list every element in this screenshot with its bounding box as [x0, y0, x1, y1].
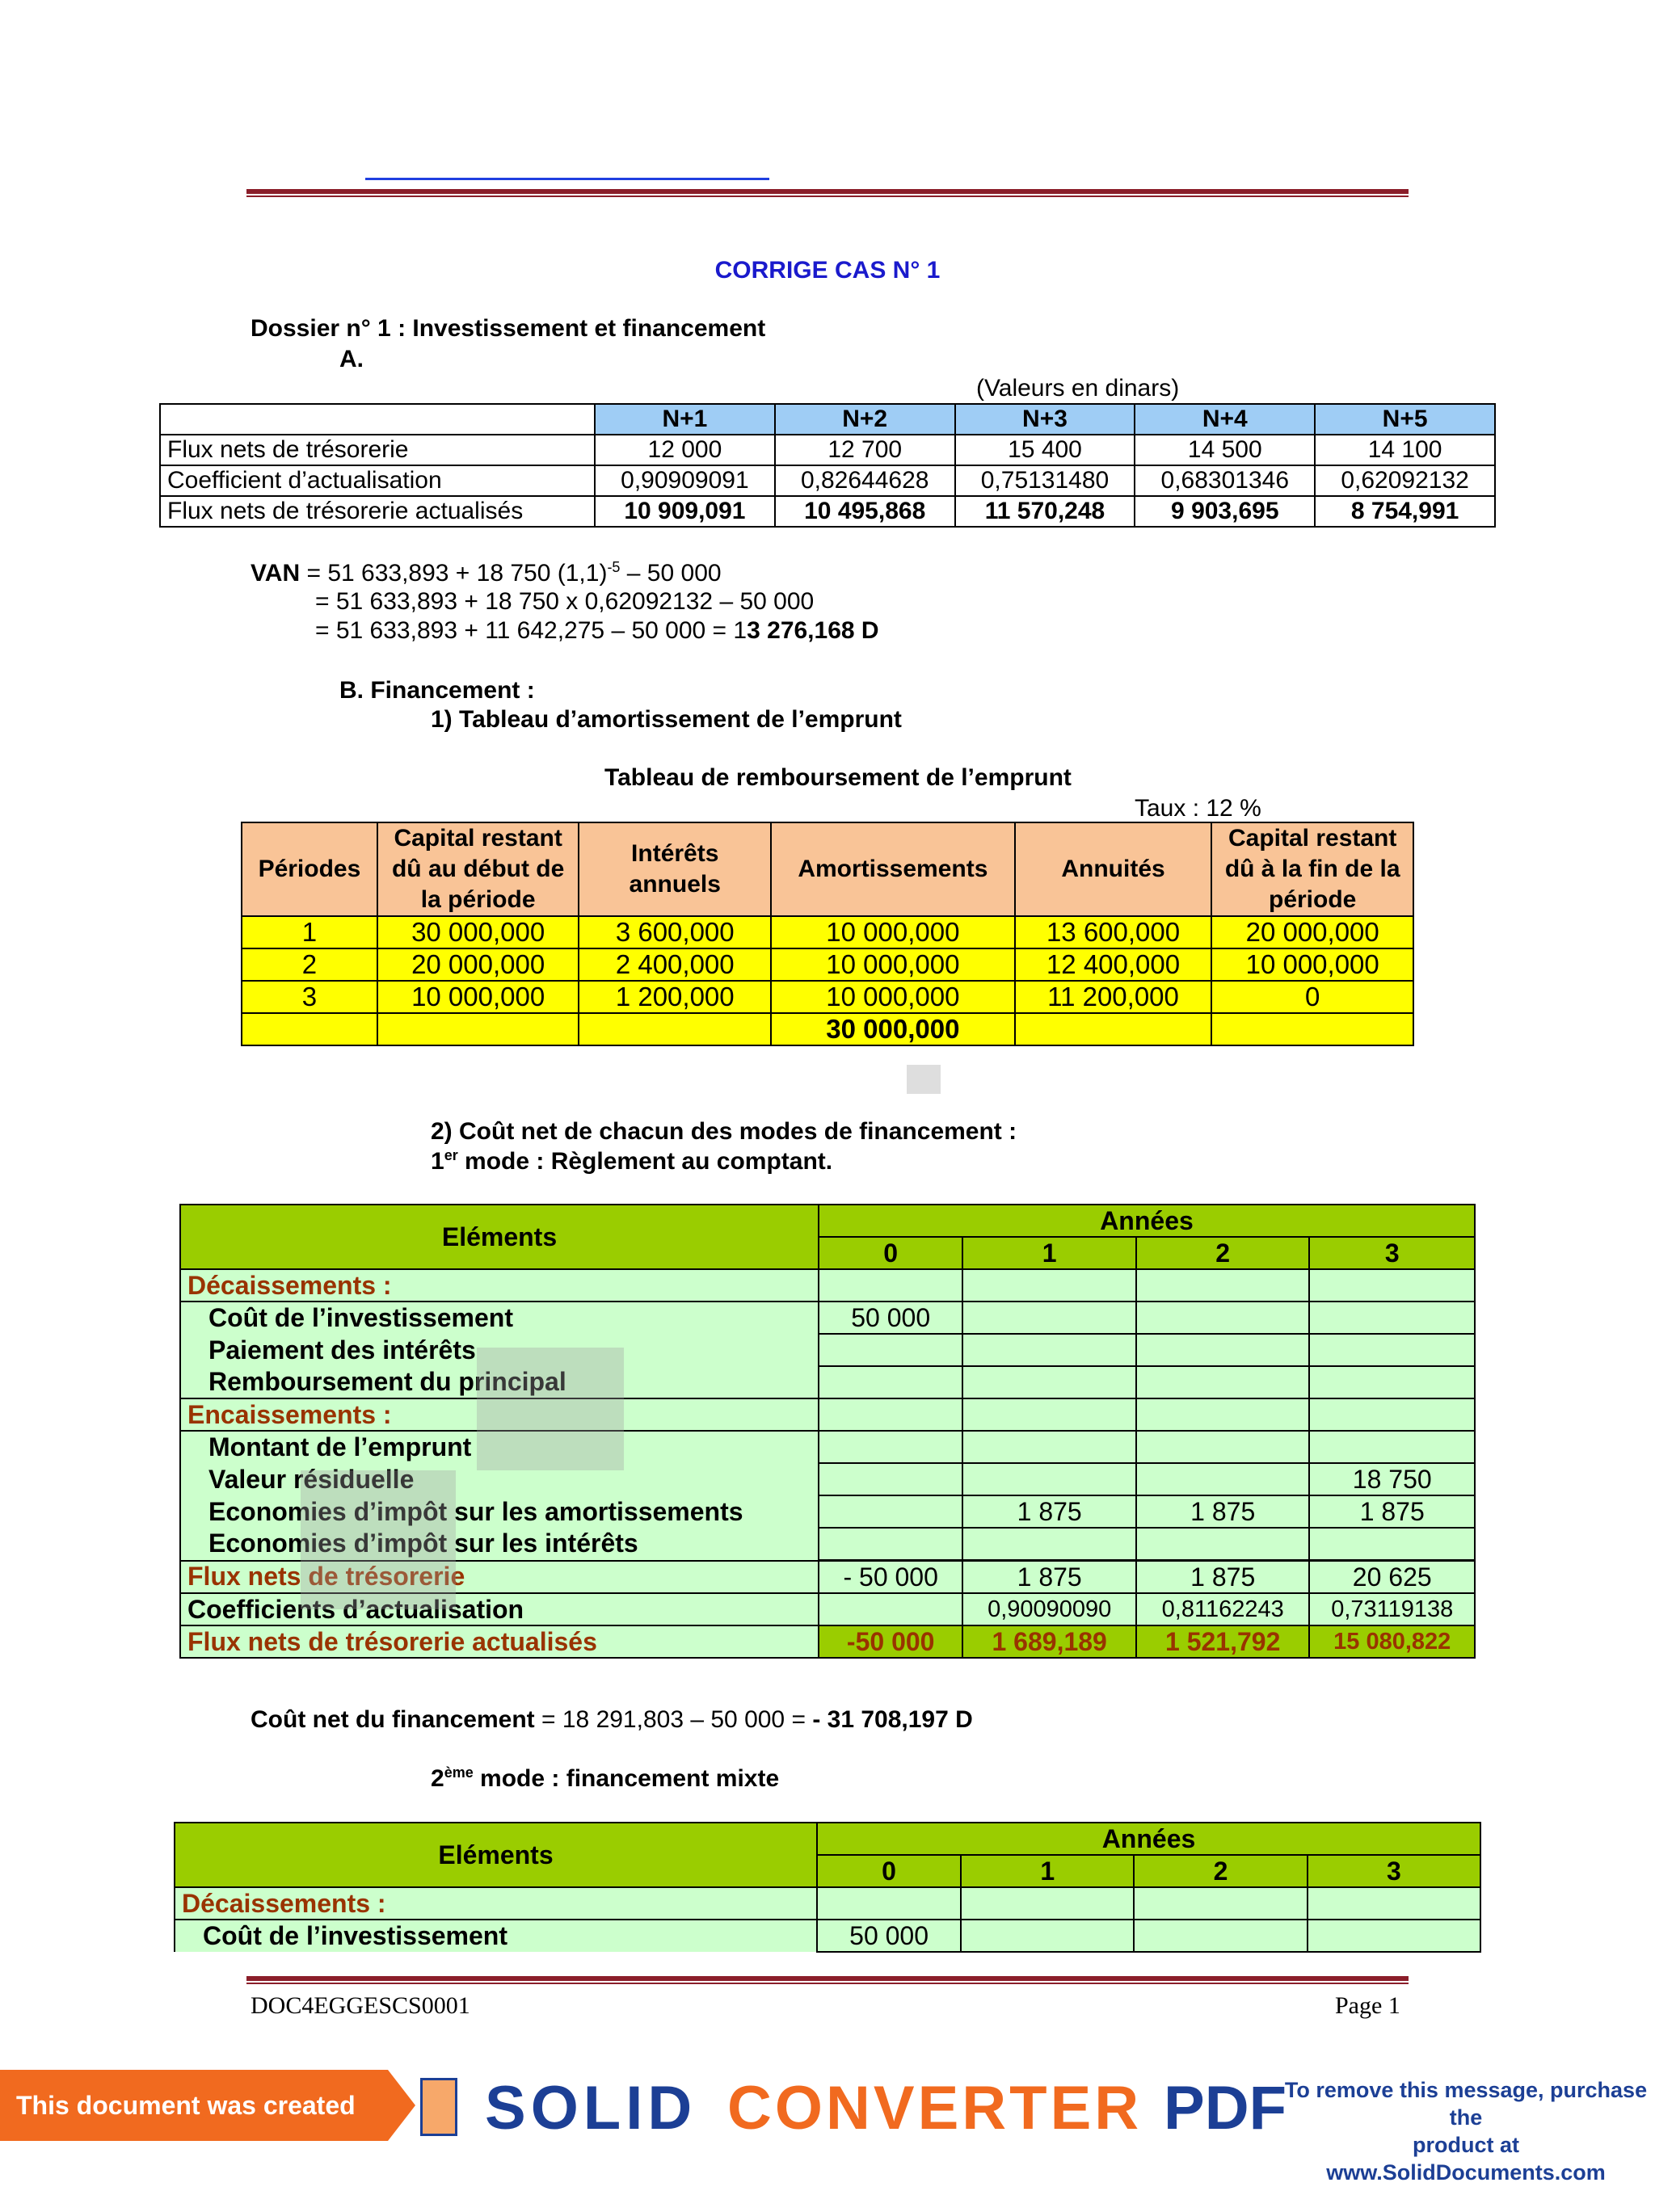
van-line-1: VAN = 51 633,893 + 18 750 $(1,1)^{-5} - 50$ 000: [251, 559, 722, 587]
cell: 10 000,000: [771, 916, 1015, 948]
row-label: Economies d’impôt sur les amortissements: [180, 1495, 819, 1528]
row-label: Flux nets de trésorerie: [180, 1561, 819, 1594]
mode2-heading: 2ème mode : financement mixte: [431, 1764, 780, 1792]
section-b-heading: B. Financement :: [339, 677, 535, 704]
cell: 50 000: [819, 1302, 962, 1334]
scan-overlay: [477, 1348, 624, 1470]
table-header-row: [180, 1205, 1475, 1237]
table-total-row: [242, 1013, 1413, 1045]
cell: 3: [242, 981, 377, 1013]
footer-rule-thin: [246, 1983, 1409, 1984]
van-line-2: = 51 633,893 + 18 750 x 0,62092132 – 50 000: [315, 588, 815, 615]
row-label: Flux nets de trésorerie actualisés: [180, 1625, 819, 1658]
interest-rate: Taux : 12 %: [1135, 795, 1261, 822]
table-row: [180, 1398, 1475, 1431]
table-row: [180, 1334, 1475, 1366]
loan-repayment-table: [241, 822, 1414, 1046]
cell: 50 000: [817, 1920, 961, 1952]
cell: 0: [1211, 981, 1413, 1013]
banner-converter: CONVERTER: [727, 2074, 1143, 2143]
page-number: Page 1: [1335, 1992, 1400, 2019]
years-header: Années: [819, 1205, 1475, 1237]
cell: 10 000,000: [771, 948, 1015, 981]
cell: 12 400,000: [1015, 948, 1212, 981]
cell: [819, 1593, 962, 1625]
cell: 15 400: [955, 435, 1135, 465]
mixed-financing-table: [174, 1822, 1481, 1953]
col-header: Capital restant dû à la fin de la période: [1211, 822, 1413, 916]
cell: 0,90090090: [962, 1593, 1136, 1625]
cell: 3 600,000: [579, 916, 771, 948]
cell: 0,81162243: [1136, 1593, 1310, 1625]
cell: 8 754,991: [1315, 496, 1495, 527]
year-cell: 2: [1136, 1237, 1310, 1269]
row-label: Décaissements :: [180, 1269, 819, 1302]
van-label: VAN: [251, 560, 301, 587]
col-header: N+4: [1135, 404, 1315, 435]
row-label: Coefficients d’actualisation: [180, 1593, 819, 1625]
cell: 12 700: [775, 435, 955, 465]
page-title: CORRIGE CAS N° 1: [714, 257, 941, 284]
table-row: [180, 1625, 1475, 1658]
cell: 10 495,868: [775, 496, 955, 527]
net-cost-line: Coût net du financement = 18 291,803 – 50 000 = - 31 708,197 D: [251, 1706, 973, 1733]
col-header: Amortissements: [771, 822, 1015, 916]
section-a-label: A.: [339, 346, 364, 372]
col-header: N+5: [1315, 404, 1495, 435]
cell: 20 000,000: [1211, 916, 1413, 948]
row-label: Remboursement du principal: [180, 1366, 819, 1398]
row-label: Coût de l’investissement: [180, 1302, 819, 1334]
col-header: N+2: [775, 404, 955, 435]
year-cell: 3: [1309, 1237, 1475, 1269]
row-label: Economies d’impôt sur les intérêts: [180, 1528, 819, 1561]
cost-section-title: 2) Coût net de chacun des modes de financement :: [431, 1118, 1017, 1145]
scan-overlay: [301, 1470, 456, 1609]
dossier-heading: Dossier n° 1 : Investissement et financement: [251, 315, 766, 342]
header-rule: [246, 189, 1409, 194]
cell: 13 600,000: [1015, 916, 1212, 948]
cell: 1 200,000: [579, 981, 771, 1013]
year-cell: 3: [1308, 1855, 1480, 1887]
table-header-row: [175, 1823, 1480, 1855]
cell: 11 200,000: [1015, 981, 1212, 1013]
cell: 10 000,000: [377, 981, 579, 1013]
cell: 9 903,695: [1135, 496, 1315, 527]
table-row: [160, 496, 1495, 527]
cell: 14 100: [1315, 435, 1495, 465]
cell: 14 500: [1135, 435, 1315, 465]
table-row: [242, 916, 1413, 948]
cell: [579, 1013, 771, 1045]
header-rule-thin: [246, 196, 1409, 197]
cell: 2 400,000: [579, 948, 771, 981]
table-row: [160, 435, 1495, 465]
cell: 10 000,000: [1211, 948, 1413, 981]
table-row: [160, 465, 1495, 496]
cell: [819, 1495, 962, 1528]
cell: 1: [242, 916, 377, 948]
loan-schedule-subtitle: 1) Tableau d’amortissement de l’emprunt: [431, 706, 902, 733]
cell: 2: [242, 948, 377, 981]
cell: [1015, 1013, 1212, 1045]
document-id: DOC4EGGESCS0001: [251, 1992, 470, 2019]
table-row: [180, 1366, 1475, 1398]
cell: 30 000,000: [377, 916, 579, 948]
row-label: Flux nets de trésorerie: [160, 435, 595, 465]
row-label: Encaissements :: [180, 1398, 819, 1431]
cell: 18 750: [1309, 1463, 1475, 1495]
banner-pdf: PDF: [1164, 2074, 1287, 2143]
row-label: Valeur résiduelle: [180, 1463, 819, 1495]
empty-header-cell: [160, 404, 595, 435]
table-row: [242, 948, 1413, 981]
cell: - 50 000: [819, 1561, 962, 1594]
mode1-heading: 1er mode : Règlement au comptant.: [431, 1147, 833, 1175]
header-link-underline: [365, 178, 769, 180]
banner-arrow-icon: [388, 2070, 415, 2141]
total-cell: 30 000,000: [771, 1013, 1015, 1045]
years-header: Années: [817, 1823, 1480, 1855]
cell: 12 000: [595, 435, 775, 465]
year-cell: 1: [961, 1855, 1134, 1887]
col-header: Annuités: [1015, 822, 1212, 916]
row-label: Flux nets de trésorerie actualisés: [160, 496, 595, 527]
year-cell: 1: [962, 1237, 1136, 1269]
units-note: (Valeurs en dinars): [976, 375, 1180, 402]
cell: 1 875: [962, 1495, 1136, 1528]
row-label: Montant de l’emprunt: [180, 1431, 819, 1463]
cell: 1 875: [962, 1561, 1136, 1594]
cell: 1 521,792: [1136, 1625, 1310, 1658]
col-header: N+3: [955, 404, 1135, 435]
cell: [377, 1013, 579, 1045]
col-header: N+1: [595, 404, 775, 435]
cell: -50 000: [819, 1625, 962, 1658]
cell: [242, 1013, 377, 1045]
banner-solid: SOLID: [485, 2074, 697, 2143]
cell: 15 080,822: [1309, 1625, 1475, 1658]
year-cell: 0: [817, 1855, 961, 1887]
cell: 0,73119138: [1309, 1593, 1475, 1625]
row-label: Coefficient d’actualisation: [160, 465, 595, 496]
cell: 0,62092132: [1315, 465, 1495, 496]
table-row: [175, 1920, 1480, 1952]
cell: 1 875: [1136, 1495, 1310, 1528]
col-header: Périodes: [242, 822, 377, 916]
cell: [1211, 1013, 1413, 1045]
cell: 1 875: [1136, 1561, 1310, 1594]
elements-header: Eléments: [180, 1205, 819, 1269]
table-row: [180, 1431, 1475, 1463]
van-line-3: = 51 633,893 + 11 642,275 – 50 000 = 13 276,168 D: [315, 617, 879, 644]
row-label: Décaissements :: [175, 1887, 817, 1920]
banner-purchase-link[interactable]: To remove this message, purchase the product at www.SolidDocuments.com: [1284, 2078, 1648, 2185]
row-label: Coût de l’investissement: [175, 1920, 817, 1952]
table-row: [175, 1887, 1480, 1920]
elements-header: Eléments: [175, 1823, 817, 1887]
repayment-table-title: Tableau de remboursement de l’emprunt: [604, 764, 1072, 791]
table-row: [180, 1269, 1475, 1302]
table-row: [242, 981, 1413, 1013]
cell: 1 689,189: [962, 1625, 1136, 1658]
document-icon: [420, 2078, 457, 2136]
row-label: Paiement des intérêts: [180, 1334, 819, 1366]
cell: 10 000,000: [771, 981, 1015, 1013]
cell: 20 625: [1309, 1561, 1475, 1594]
cell: 0,68301346: [1135, 465, 1315, 496]
scan-overlay: [907, 1065, 941, 1094]
table-row: [180, 1302, 1475, 1334]
table-header-row: [242, 822, 1413, 916]
discounted-cash-flow-table: [159, 403, 1496, 528]
cell: 1 875: [1309, 1495, 1475, 1528]
cell: 20 000,000: [377, 948, 579, 981]
cell: 0,82644628: [775, 465, 955, 496]
year-cell: 2: [1134, 1855, 1307, 1887]
cell: 0,75131480: [955, 465, 1135, 496]
cell: 11 570,248: [955, 496, 1135, 527]
cell: 0,90909091: [595, 465, 775, 496]
cell: 10 909,091: [595, 496, 775, 527]
col-header: Capital restant dû au début de la période: [377, 822, 579, 916]
col-header: Intérêts annuels: [579, 822, 771, 916]
footer-rule: [246, 1976, 1409, 1981]
banner-created-using: This document was created using: [0, 2070, 388, 2141]
table-header-row: [160, 404, 1495, 435]
year-cell: 0: [819, 1237, 962, 1269]
